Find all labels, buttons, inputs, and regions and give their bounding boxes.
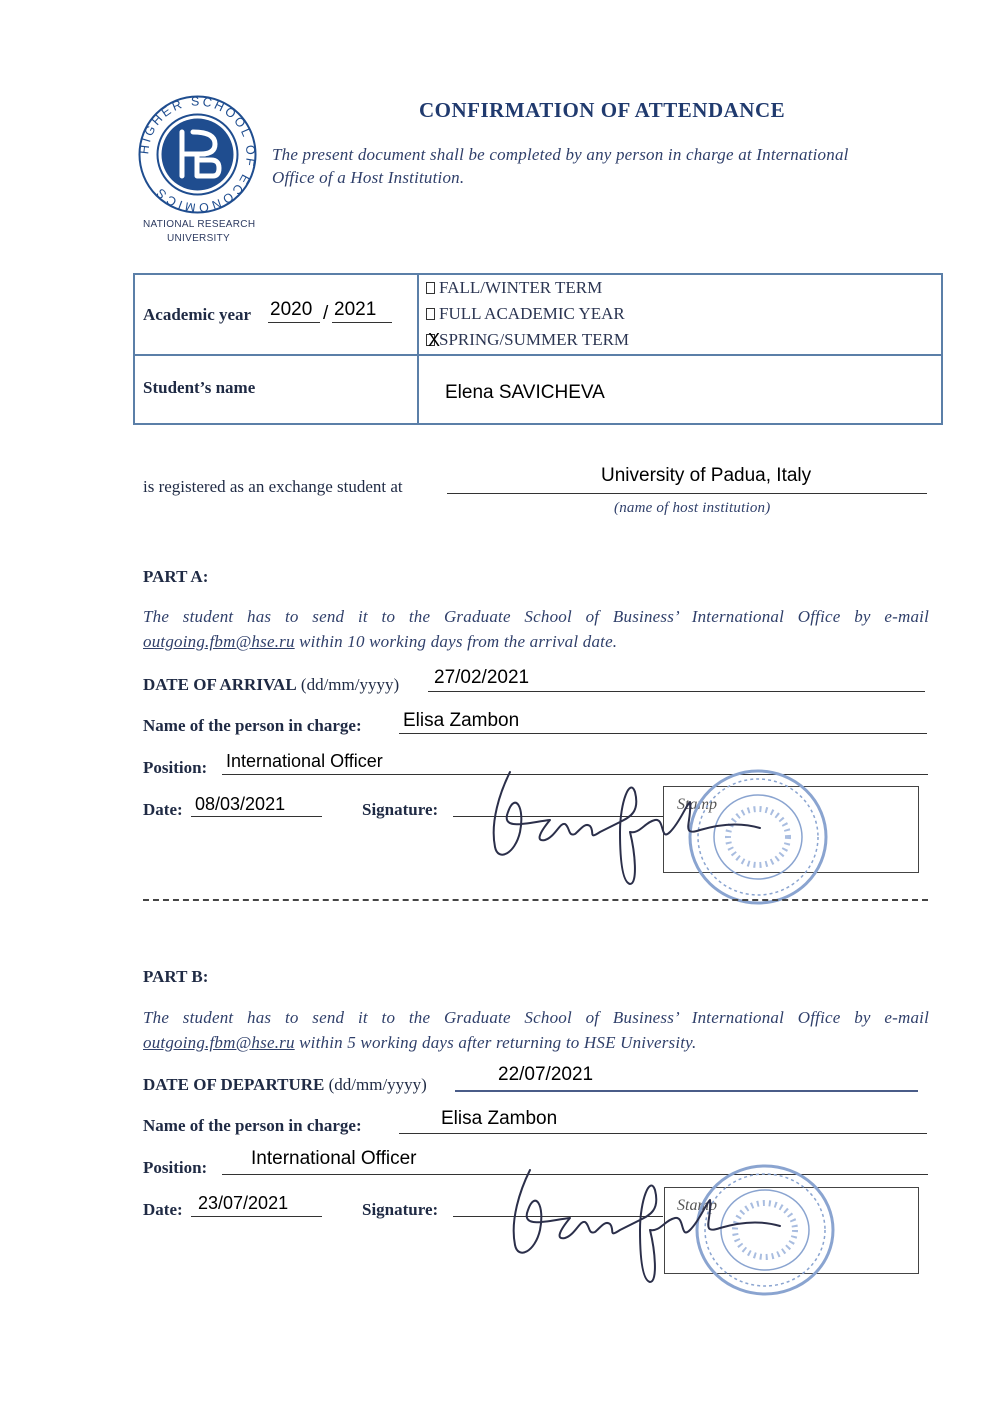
part-a-date-value[interactable]: 08/03/2021 [195, 794, 286, 814]
part-a-email-link[interactable]: outgoing.fbm@hse.ru [143, 632, 295, 651]
part-a-instruction-1: The student has to send it to the Graduate School of Business’ International Office by e-mail [143, 607, 929, 626]
part-b-stamp-label: Stamp [677, 1197, 717, 1214]
term-fall-winter[interactable]: FALL/WINTER TERM [426, 278, 602, 298]
term-spring-summer[interactable]: SPRING/SUMMER TERM [426, 330, 629, 350]
checkbox-fall-winter-icon[interactable] [426, 282, 435, 294]
part-a-stamp-label: Stamp [677, 796, 717, 813]
arrival-date-value[interactable]: 27/02/2021 [434, 667, 530, 688]
hse-logo [135, 92, 260, 217]
spring-summer-check-mark: X [428, 330, 441, 350]
checkbox-full-year-icon[interactable] [426, 308, 435, 320]
part-b-date-value[interactable]: 23/07/2021 [198, 1193, 289, 1213]
part-b-instruction-2: outgoing.fbm@hse.ru within 5 working days after returning to HSE University. [143, 1033, 697, 1052]
part-b-handwritten-signature-icon [490, 1160, 800, 1290]
part-a-heading: PART A: [143, 567, 209, 586]
departure-date-value[interactable]: 22/07/2021 [498, 1064, 594, 1085]
part-b-person-label: Name of the person in charge: [143, 1116, 362, 1135]
logo-subtitle-2: UNIVERSITY [167, 233, 231, 244]
part-a-position-label: Position: [143, 758, 208, 777]
part-a-position-value[interactable]: International Officer [226, 751, 383, 771]
part-a-date-label: Date: [143, 800, 183, 819]
part-b-instruction-1: The student has to send it to the Graduate School of Business’ International Office by e-mail [143, 1008, 929, 1027]
part-b-person-value[interactable]: Elisa Zambon [441, 1108, 558, 1129]
logo-subtitle-1: NATIONAL RESEARCH [143, 219, 256, 230]
part-b-position-value[interactable]: International Officer [251, 1148, 417, 1169]
hse-logo-emblem-icon [135, 92, 260, 217]
logo-ring-text: HIGHER SCHOOL OF ECONOMICS [137, 94, 258, 215]
student-name-value[interactable]: Elena SAVICHEVA [445, 382, 605, 403]
registration-text: is registered as an exchange student at [143, 477, 403, 496]
part-a-person-label: Name of the person in charge: [143, 716, 362, 735]
part-a-person-value[interactable]: Elisa Zambon [403, 710, 520, 731]
academic-year-separator: / [323, 303, 329, 324]
part-b-heading: PART B: [143, 967, 209, 986]
part-b-signature-label: Signature: [362, 1200, 439, 1219]
part-a-instruction-2: outgoing.fbm@hse.ru within 10 working days from the arrival date. [143, 632, 618, 651]
part-b-date-label: Date: [143, 1200, 183, 1219]
part-a-signature-label: Signature: [362, 800, 439, 819]
host-institution-value[interactable]: University of Padua, Italy [601, 465, 812, 486]
page-title: CONFIRMATION OF ATTENDANCE [419, 98, 786, 122]
departure-date-label: DATE OF DEPARTURE (dd/mm/yyyy) [143, 1075, 427, 1094]
part-a-handwritten-signature-icon [470, 762, 780, 892]
student-name-label: Student’s name [143, 378, 256, 397]
arrival-date-label: DATE OF ARRIVAL (dd/mm/yyyy) [143, 675, 400, 694]
part-b-position-label: Position: [143, 1158, 208, 1177]
term-full-year[interactable]: FULL ACADEMIC YEAR [426, 304, 625, 324]
host-institution-caption: (name of host institution) [614, 500, 771, 516]
intro-line-2: Office of a Host Institution. [272, 168, 465, 187]
intro-line-1: The present document shall be completed by any person in charge at International [272, 145, 849, 164]
academic-year-label: Academic year [143, 305, 252, 324]
academic-year-start[interactable]: 2020 [270, 299, 313, 320]
section-divider [143, 899, 928, 901]
academic-year-end[interactable]: 2021 [334, 299, 377, 320]
part-b-email-link[interactable]: outgoing.fbm@hse.ru [143, 1033, 295, 1052]
